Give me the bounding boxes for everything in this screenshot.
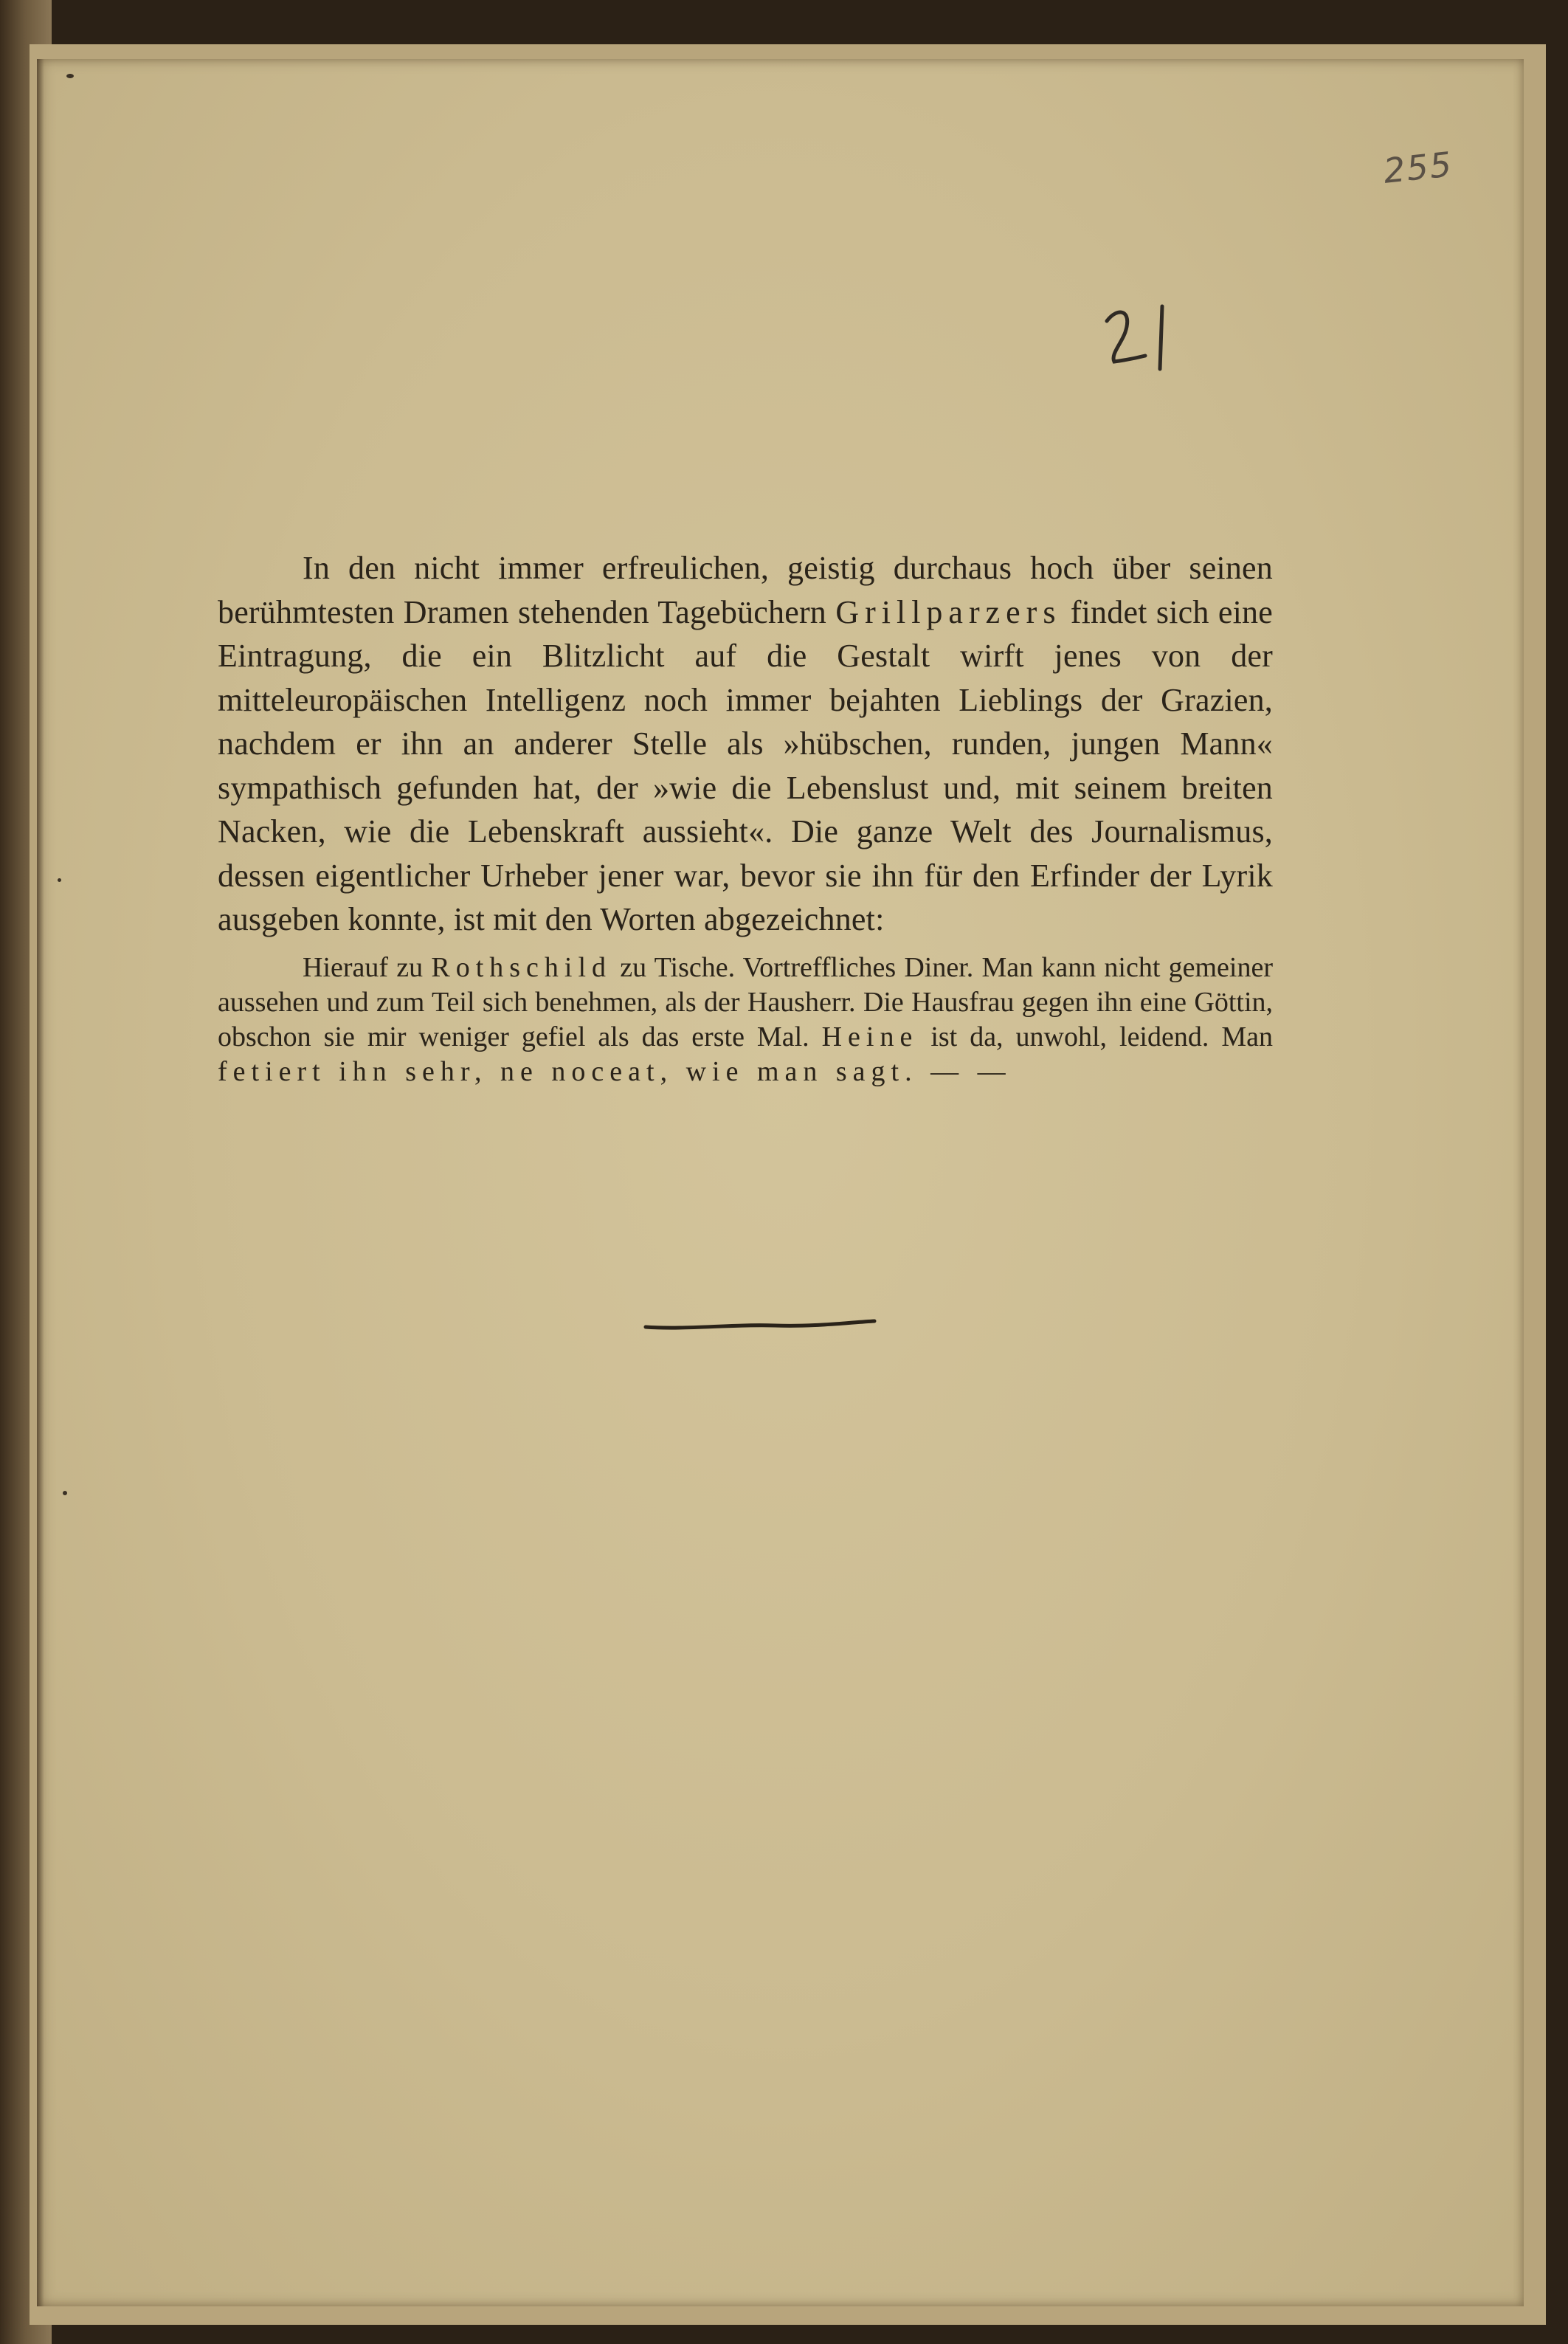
quote-part-1: Hierauf zu: [303, 951, 432, 983]
paper-speck: [66, 74, 74, 78]
paper-speck: [58, 878, 61, 882]
author-name-spaced: Grillparzers: [835, 593, 1062, 630]
paragraph-rest: findet sich eine Eintragung, die ein Blitzlicht auf die Gestalt wirft jenes von der mitteleuropäischen Intelligenz noch immer bejahten Lieblings der Grazien, nachdem er ihn an anderer Stelle als »hübschen, runden, jungen Mann« sympathisch gefunden hat, der »wie die Lebenslust und, mit seinem breiten Nacken, wie die Lebenskraft aussieht«. Die ganze Welt des Journalismus, dessen eigentlicher Urheber jener war, bevor sie ihn für den Erfinder der Lyrik ausgeben konnte, ist mit den Worten abgezeichnet:: [218, 593, 1273, 937]
quote-part-3: ist da, unwohl, leidend. Man: [918, 1021, 1273, 1052]
main-paragraph: [218, 546, 1273, 942]
quote-part-2: zu Tische. Vortreffliches Diner. Man kann nicht gemeiner aussehen und zum Teil sich benehmen, als der Hausherr. Die Hausfrau gegen ihn eine Göttin, obschon sie mir weniger gefiel als das erste Mal.: [218, 951, 1273, 1052]
diary-quote: [218, 951, 1273, 1089]
handwritten-mark-21: [1092, 280, 1188, 384]
book-page: [37, 59, 1524, 2306]
quote-name-heine: Heine: [821, 1021, 919, 1052]
ornamental-rule: [642, 1314, 878, 1336]
paragraph-intro: In den nicht immer erfreulichen, geistig durchaus hoch über seinen berühmtesten Dramen stehenden Tagebüchern: [218, 550, 1273, 630]
pencil-page-number: 255: [1381, 144, 1455, 191]
quote-ending: fetiert ihn sehr, ne noceat, wie man sagt. — —: [218, 1055, 1012, 1087]
paper-speck: [63, 1491, 67, 1495]
body-text: [218, 546, 1273, 1089]
binding-shadow: [37, 59, 44, 2306]
quote-name-rothschild: Rothschild: [431, 951, 612, 983]
